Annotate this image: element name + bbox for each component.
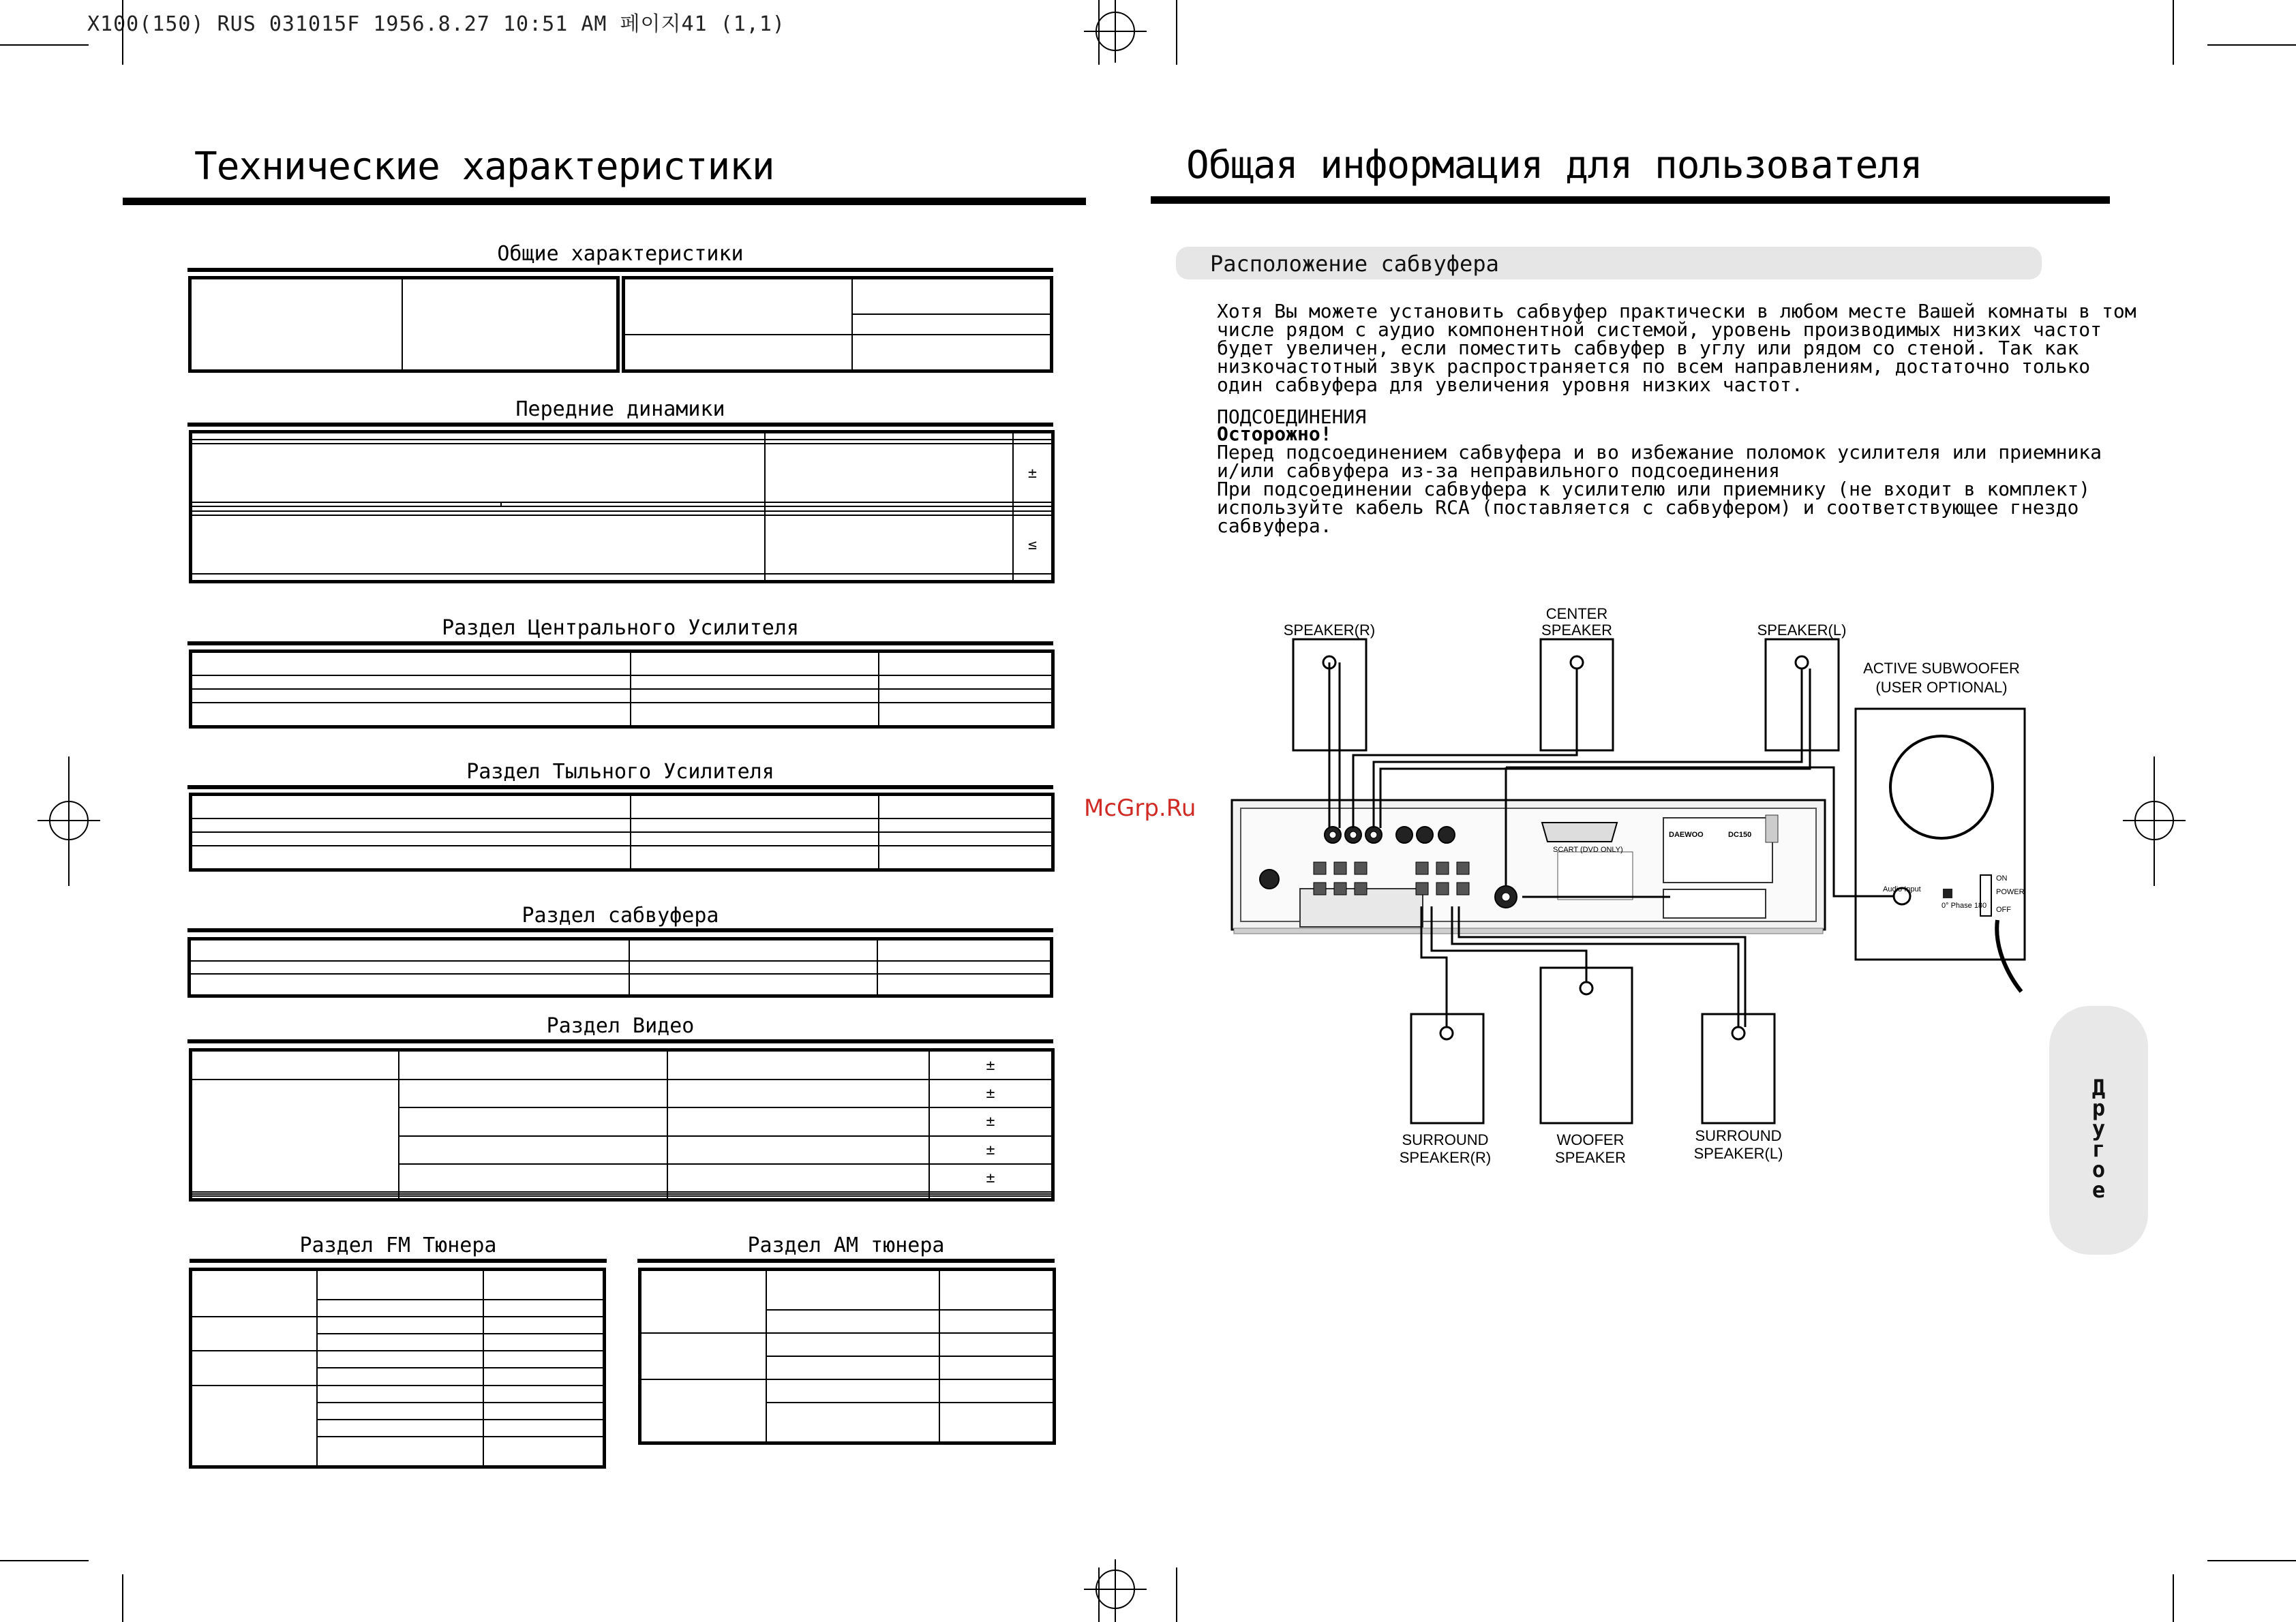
section-sub-line: [187, 928, 1053, 932]
section-am-line: [637, 1259, 1055, 1263]
section-front-title: Передние динамики: [515, 397, 725, 421]
title-rule: [1151, 196, 2110, 204]
section-general-title: Общие характеристики: [497, 242, 744, 266]
section-rear-line: [187, 785, 1053, 789]
label-surround-l-2: SPEAKER(L): [1693, 1145, 1783, 1162]
rear-amp-table: [189, 793, 1055, 872]
connection-heading: ПОДСОЕДИНЕНИЯ: [1217, 406, 1367, 428]
section-front-line: [187, 423, 1053, 427]
general-table-right: [622, 276, 1053, 373]
label-center-1: CENTER: [1545, 605, 1608, 622]
section-fm-title: Раздел FM Тюнера: [299, 1234, 497, 1257]
label-speaker-l: SPEAKER(L): [1757, 622, 1847, 639]
label-surround-l-1: SURROUND: [1695, 1127, 1782, 1144]
label-woofer-2: SPEAKER: [1555, 1149, 1626, 1166]
section-video-title: Раздел Видео: [546, 1014, 695, 1038]
general-table-left: [188, 276, 620, 373]
section-general-line: [187, 268, 1053, 272]
label-phase: 0° Phase 180: [1942, 902, 1987, 910]
label-woofer-1: WOOFER: [1556, 1131, 1625, 1148]
print-header: X100(150) RUS 031015F 1956.8.27 10:51 AM 페이지41 (1,1): [87, 12, 785, 36]
subsection-title: Расположение сабвуфера: [1210, 251, 1499, 277]
label-scart: SCART (DVD ONLY): [1553, 846, 1623, 854]
label-speaker-r: SPEAKER(R): [1283, 622, 1376, 639]
label-active-sub-2: (USER OPTIONAL): [1875, 679, 2008, 696]
section-am-title: Раздел AM тюнера: [747, 1234, 945, 1257]
label-audio-input: Audio Input: [1883, 885, 1921, 893]
subwoofer-table: [187, 937, 1053, 998]
subwoofer-cone: [1890, 736, 1993, 838]
side-tab: [2049, 1006, 2148, 1255]
plusminus-symbol: ±: [929, 1050, 1053, 1080]
plusminus-symbol: ±: [929, 1164, 1053, 1192]
section-center-title: Раздел Центрального Усилителя: [442, 616, 799, 640]
label-surround-r-2: SPEAKER(R): [1399, 1149, 1492, 1166]
section-video-line: [187, 1039, 1053, 1043]
section-center-line: [187, 641, 1053, 645]
label-power: POWER: [1996, 888, 2025, 896]
section-rear-title: Раздел Тыльного Усилителя: [466, 760, 774, 784]
left-page-title: Технические характеристики: [194, 144, 774, 189]
label-surround-r-1: SURROUND: [1402, 1131, 1489, 1148]
connection-diagram: [1213, 600, 2045, 1179]
am-tuner-table: [638, 1268, 1056, 1445]
label-brand: DAEWOO: [1669, 831, 1704, 839]
right-page-title: Общая информация для пользователя: [1186, 143, 1922, 187]
center-amp-table: [189, 649, 1055, 729]
caution-heading: Осторожно!: [1217, 423, 1332, 445]
video-table: [189, 1048, 1055, 1202]
front-speakers-table: [189, 430, 1055, 583]
fm-tuner-table: [189, 1268, 606, 1469]
label-active-sub-1: ACTIVE SUBWOOFER: [1863, 660, 2020, 677]
plusminus-symbol: ±: [1013, 444, 1053, 502]
caution-text: Перед подсоединением сабвуфера и во избежание поломок усилителя или приемника и/или сабвуфера из-за неправильного подсоединения При подсоединении сабвуфера к усилителю или приемнику (не входит в комплект) используйте кабель RCA (поставляется с сабвуфером) и соответствующее гнездо сабвуфера.: [1217, 441, 2102, 537]
plusminus-symbol: ±: [929, 1136, 1053, 1164]
intro-paragraph: Хотя Вы можете установить сабвуфер практически в любом месте Вашей комнаты в том числе рядом с аудио компонентной системой, уровень производимых низких частот будет увеличен, если поместить сабвуфер в углу или рядом со стеной. Так как низкочастотный звук распространяется по всем направлениям, достаточно только один сабвуфера для увеличения уровня низких частот.: [1217, 300, 2136, 396]
section-fm-line: [190, 1259, 607, 1263]
label-power-off: OFF: [1996, 906, 2011, 914]
side-tab-label: Д р у г о е: [2091, 1075, 2106, 1203]
label-center-2: SPEAKER: [1541, 622, 1612, 639]
label-model: DC150: [1728, 831, 1752, 839]
label-power-on: ON: [1996, 874, 2008, 883]
plusminus-symbol: ±: [929, 1080, 1053, 1107]
title-rule: [123, 198, 1086, 205]
lessequal-symbol: ≤: [1013, 515, 1053, 574]
section-sub-title: Раздел сабвуфера: [522, 904, 719, 928]
plusminus-symbol: ±: [929, 1107, 1053, 1135]
watermark: McGrp.Ru: [1084, 795, 1196, 822]
